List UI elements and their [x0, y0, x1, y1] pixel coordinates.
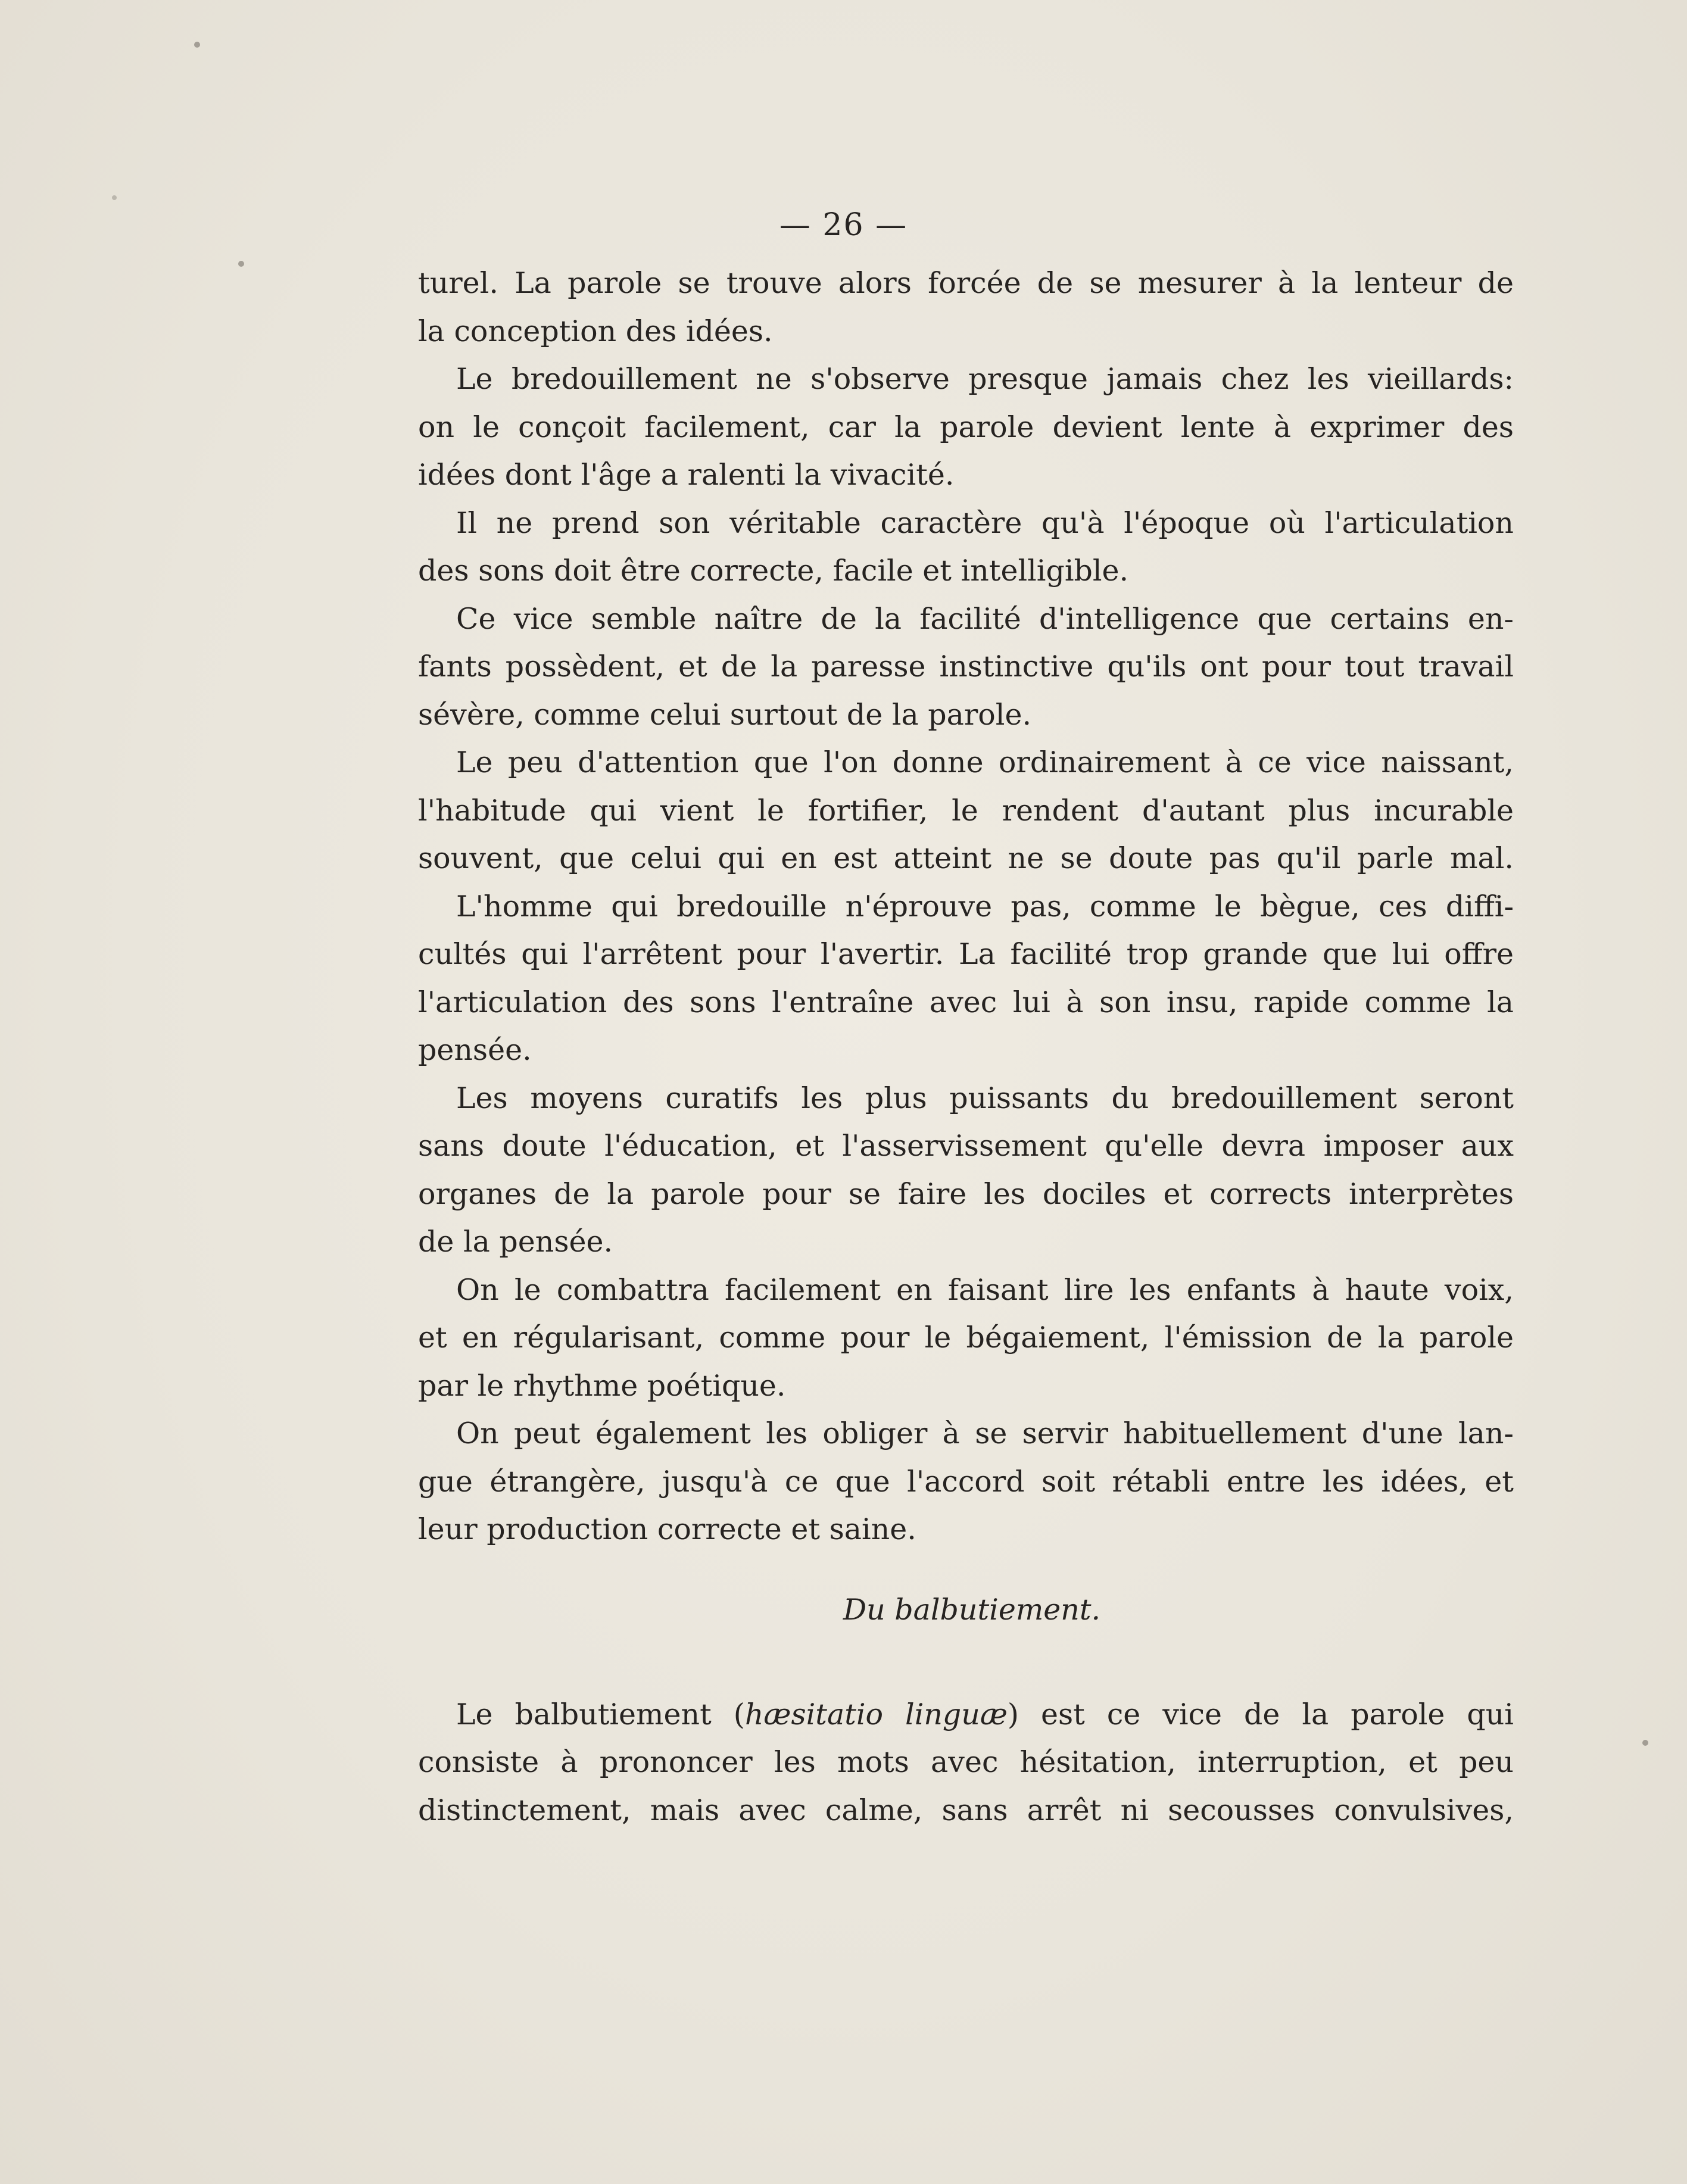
text-line: l'articulation des sons l'entraîne avec lui à son insu, rapide comme la	[418, 985, 1514, 1019]
text-line: de la pensée.	[418, 1225, 613, 1259]
text-segment: Le balbutiement (	[456, 1697, 745, 1731]
paragraph	[418, 595, 1514, 740]
paragraph	[418, 739, 1514, 883]
section-title: Du balbutiement.	[843, 1592, 1101, 1627]
latin-term: hæsitatio linguæ	[744, 1697, 1008, 1731]
paragraph	[418, 1075, 1514, 1266]
text-line: sans doute l'éducation, et l'asservissement qu'elle devra imposer aux	[418, 1129, 1514, 1163]
paper-speck	[1642, 1740, 1648, 1746]
text-line: Le peu d'attention que l'on donne ordinairement à ce vice naissant,	[456, 745, 1514, 779]
page-number: — 26 —	[779, 207, 908, 243]
body-text	[418, 260, 1514, 1834]
text-line: pensée.	[418, 1033, 532, 1067]
text-line: et en régularisant, comme pour le bégaiement, l'émission de la parole	[418, 1321, 1514, 1355]
text-line: souvent, que celui qui en est atteint ne se doute pas qu'il parle mal.	[418, 841, 1514, 875]
paper-speck	[194, 42, 200, 48]
text-line: fants possèdent, et de la paresse instinctive qu'ils ont pour tout travail	[418, 650, 1514, 684]
text-line: des sons doit être correcte, facile et intelligible.	[418, 554, 1129, 588]
paper-speck	[238, 261, 244, 267]
text-line: gue étrangère, jusqu'à ce que l'accord soit rétabli entre les idées, et	[418, 1464, 1514, 1499]
text-line: L'homme qui bredouille n'éprouve pas, comme le bègue, ces diffi-	[456, 889, 1514, 923]
text-line	[418, 1691, 1514, 1739]
text-line: idées dont l'âge a ralenti la vivacité.	[418, 458, 955, 492]
text-line: cultés qui l'arrêtent pour l'avertir. La facilité trop grande que lui offre	[418, 937, 1514, 971]
paragraph	[418, 500, 1514, 595]
text-line: la conception des idées.	[418, 314, 773, 348]
paragraph	[418, 355, 1514, 500]
text-line: Ce vice semble naître de la facilité d'intelligence que certains en-	[456, 601, 1514, 636]
text-line: On le combattra facilement en faisant lire les enfants à haute voix,	[456, 1272, 1514, 1307]
text-line: sévère, comme celui surtout de la parole.	[418, 697, 1032, 732]
text-line: organes de la parole pour se faire les dociles et corrects interprètes	[418, 1177, 1514, 1211]
text-line: Les moyens curatifs les plus puissants du bredouillement seront	[456, 1081, 1514, 1115]
paragraph	[418, 1266, 1514, 1411]
text-line: on le conçoit facilement, car la parole devient lente à exprimer des	[418, 410, 1514, 444]
text-line: Il ne prend son véritable caractère qu'à l'époque où l'articulation	[456, 506, 1514, 540]
text-line: turel. La parole se trouve alors forcée de se mesurer à la lenteur de	[418, 266, 1514, 300]
text-line: consiste à prononcer les mots avec hésitation, interruption, et peu	[418, 1745, 1514, 1779]
text-line: l'habitude qui vient le fortifier, le rendent d'autant plus incurable	[418, 793, 1514, 828]
text-line: Le bredouillement ne s'observe presque jamais chez les vieillards:	[456, 362, 1514, 396]
section-spacing	[418, 1643, 1514, 1691]
paragraph	[418, 883, 1514, 1075]
text-line: distinctement, mais avec calme, sans arrêt ni secousses convulsives,	[418, 1793, 1514, 1827]
text-line: par le rhythme poétique.	[418, 1368, 786, 1403]
paragraph	[418, 260, 1514, 355]
paragraph	[418, 1691, 1514, 1835]
paper-speck	[112, 195, 117, 200]
text-segment: ) est ce vice de la parole qui	[1007, 1697, 1514, 1731]
text-line: leur production correcte et saine.	[418, 1512, 916, 1546]
paragraph	[418, 1410, 1514, 1554]
text-line: On peut également les obliger à se servir habituellement d'une lan-	[456, 1417, 1514, 1450]
